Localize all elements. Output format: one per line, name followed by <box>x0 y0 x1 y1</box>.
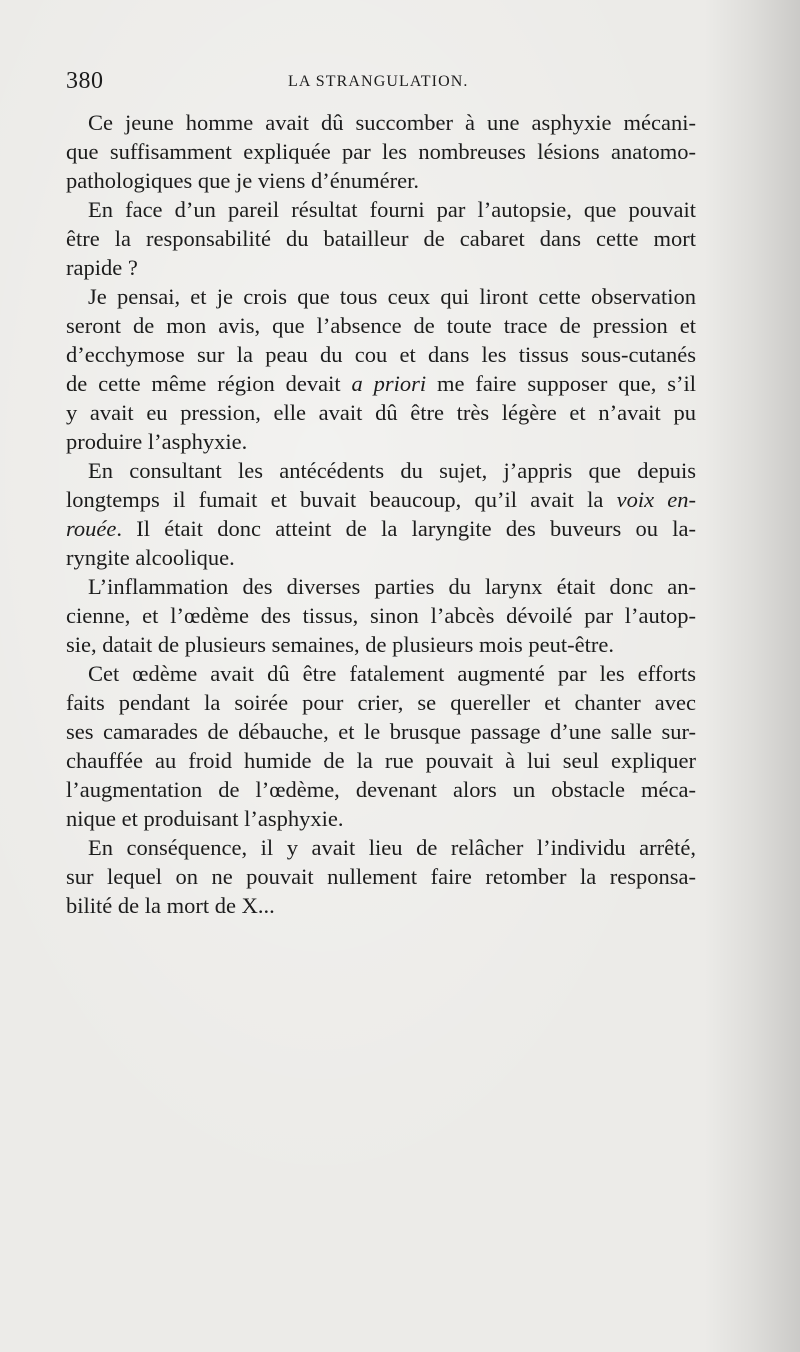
text-line: pathologiques que je viens d’énumérer. <box>66 168 420 193</box>
body-text <box>66 108 696 920</box>
text-line: seront de mon avis, que l’absence de toute trace de pression et <box>66 313 696 338</box>
text-line: l’augmentation de l’œdème, devenant alors un obstacle méca- <box>66 777 696 802</box>
text-line: ryngite alcoolique. <box>66 545 235 570</box>
italic-phrase: rouée <box>66 516 117 541</box>
text-line: ses camarades de débauche, et le brusque passage d’une salle sur- <box>66 719 696 744</box>
text-line: Je pensai, et je crois que tous ceux qui liront cette observation <box>88 284 696 309</box>
text-line: Ce jeune homme avait dû succomber à une asphyxie mécani- <box>88 110 696 135</box>
text-line: que suffisamment expliquée par les nombreuses lésions anatomo- <box>66 139 696 164</box>
text-line: y avait eu pression, elle avait dû être très légère et n’avait pu <box>66 400 696 425</box>
line-segment: de cette même région devait <box>66 371 352 396</box>
page-number: 380 <box>66 68 104 94</box>
italic-phrase: voix en- <box>616 487 696 512</box>
text-line: chauffée au froid humide de la rue pouvait à lui seul expliquer <box>66 748 696 773</box>
text-line: En face d’un pareil résultat fourni par l’autopsie, que pouvait <box>88 197 696 222</box>
text-line: nique et produisant l’asphyxie. <box>66 806 344 831</box>
line-segment: me faire supposer que, s’il <box>426 371 696 396</box>
text-line: En consultant les antécédents du sujet, j’appris que depuis <box>88 458 696 483</box>
text-line: sie, datait de plusieurs semaines, de plusieurs mois peut-être. <box>66 632 614 657</box>
text-line: être la responsabilité du batailleur de cabaret dans cette mort <box>66 226 696 251</box>
text-line: L’inflammation des diverses parties du larynx était donc an- <box>88 574 696 599</box>
line-segment: longtemps il fumait et buvait beaucoup, qu’il avait la <box>66 487 617 512</box>
page-header <box>66 64 698 98</box>
line-segment: . Il était donc atteint de la laryngite des buveurs ou la- <box>116 516 696 541</box>
text-line: d’ecchymose sur la peau du cou et dans les tissus sous-cutanés <box>66 342 696 367</box>
text-line: produire l’asphyxie. <box>66 429 248 454</box>
text-line-with-italic <box>66 514 696 543</box>
text-line: faits pendant la soirée pour crier, se quereller et chanter avec <box>66 690 696 715</box>
italic-phrase: a priori <box>351 371 427 396</box>
text-line-with-italic <box>66 369 696 398</box>
text-line-with-italic <box>66 485 696 514</box>
text-line: bilité de la mort de X... <box>66 893 275 918</box>
text-line: sur lequel on ne pouvait nullement faire retomber la responsa- <box>66 864 696 889</box>
text-line: En conséquence, il y avait lieu de relâcher l’individu arrêté, <box>88 835 696 860</box>
running-head: LA STRANGULATION. <box>288 73 469 90</box>
text-line: cienne, et l’œdème des tissus, sinon l’abcès dévoilé par l’autop- <box>66 603 696 628</box>
text-line: rapide ? <box>66 255 138 280</box>
text-line: Cet œdème avait dû être fatalement augmenté par les efforts <box>88 661 696 686</box>
